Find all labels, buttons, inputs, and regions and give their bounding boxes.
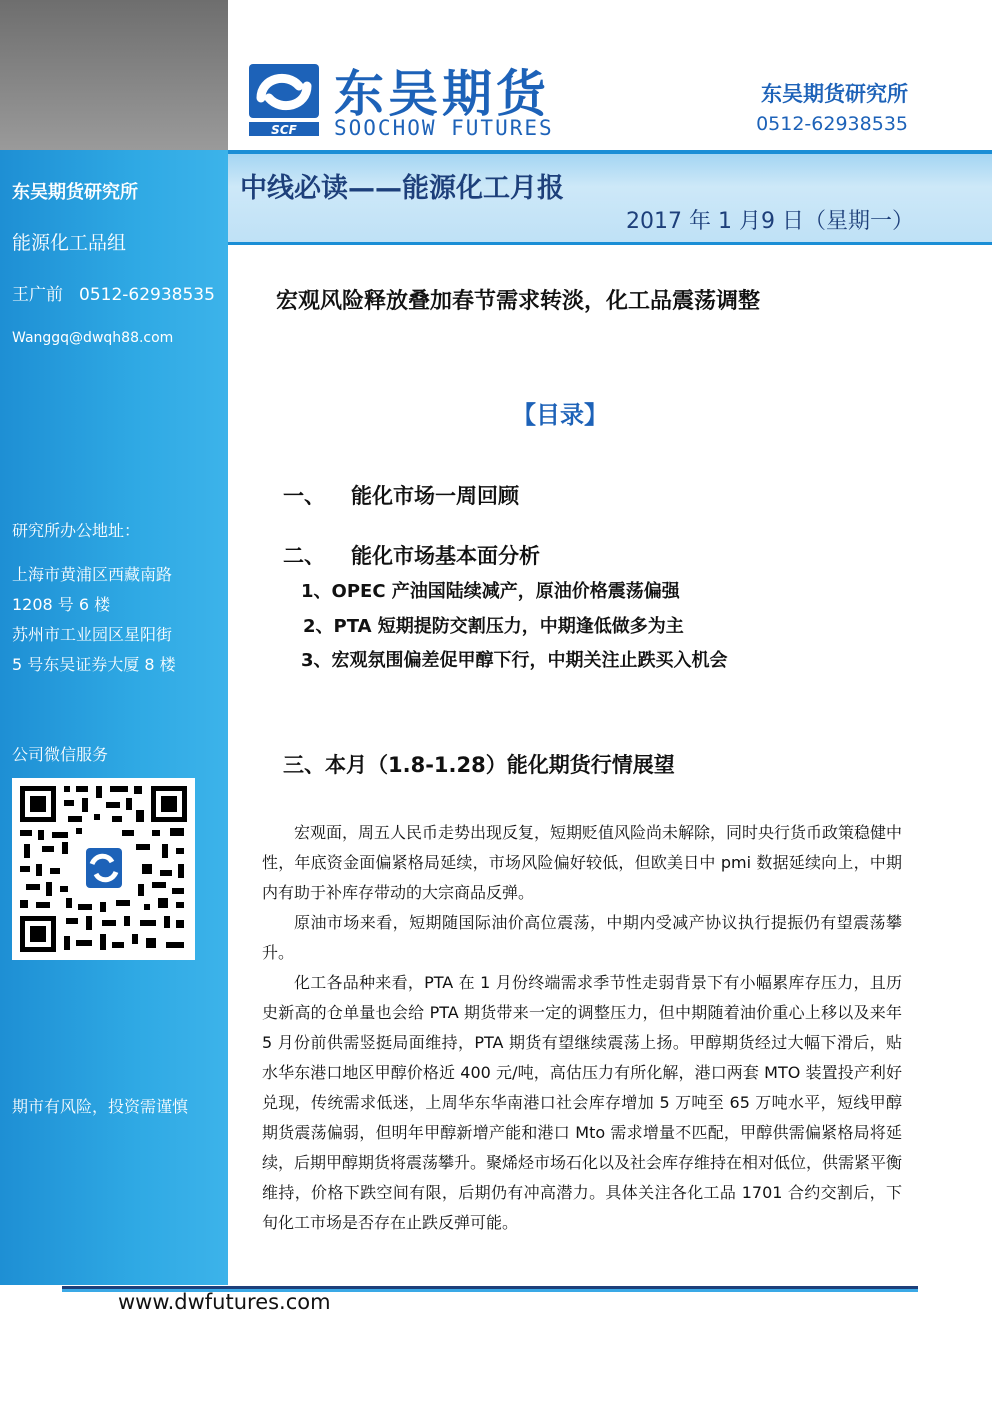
corner-block [0,0,228,150]
toc-section[interactable] [283,480,519,510]
address-line: 5 号东吴证券大厦 8 楼 [12,655,176,674]
report-title: 中线必读——能源化工月报 [240,173,564,204]
section-number: 二、 [283,544,325,568]
analyst-email[interactable]: Wanggq@dwqh88.com [12,330,174,346]
sidebar-analyst [12,280,215,305]
analyst-phone: 0512-62938535 [79,285,215,305]
sidebar-institute: 东吴期货研究所 [12,182,138,203]
section-title: 能化市场一周回顾 [351,484,519,508]
address-label: 研究所办公地址： [12,521,141,540]
toc-title: 【目录】 [512,401,608,429]
header-institute: 东吴期货研究所 [761,82,908,106]
address-line: 1208 号 6 楼 [12,595,111,614]
risk-notice: 期市有风险，投资需谨慎 [12,1097,189,1116]
toc-subsection[interactable]: 3、宏观氛围偏差促甲醇下行，中期关注止跌买入机会 [301,650,728,671]
footer-url[interactable]: www.dwfutures.com [118,1290,331,1314]
brand-name-cn: 东吴期货 [334,65,550,123]
section-title: 能化市场基本面分析 [351,544,540,568]
scf-logo [247,64,323,142]
paragraph: 原油市场来看，短期随国际油价高位震荡，中期内受减产协议执行提振仍有望震荡攀升。 [262,913,902,962]
analyst-name: 王广前 [12,285,63,305]
outlook-text [262,818,902,1238]
qr-code[interactable] [12,778,195,960]
paragraph: 化工各品种来看，PTA 在 1 月份终端需求季节性走弱背景下有小幅累库存压力，且历史新高的仓单量也会给 PTA 期货带来一定的调整压力，但中期随着油价重心上移以及来年 5 月份前供需竖挺局面维持，PTA 期货有望继续震荡上扬。甲醇期货经过大幅下滑后，贴水华东港口地区甲醇价格近 400 元/吨，高估压力有所化解，港口两套 MTO 装置投产利好兑现，传统需求低迷，上周华东华南港口社会库存增加 5 万吨至 65 万吨水平，短线甲醇期货震荡偏弱，但明年甲醇新增产能和港口 Mto 需求增量不匹配，甲醇供需偏紧格局将延续，后期甲醇期货将震荡攀升。聚烯烃市场石化以及社会库存维持在相对低位，供需紧平衡维持，价格下跌空间有限，后期仍有冲高潜力。具体关注各化工品 1701 合约交割后，下旬化工市场是否存在止跌反弹可能。 [262,973,903,1232]
report-date: 2017 年 1 月9 日（星期一） [626,209,914,234]
logo-text: SCF [271,123,297,137]
toc-subsection[interactable]: 2、PTA 短期提防交割压力，中期逢低做多为主 [303,616,684,637]
address-line: 苏州市工业园区星阳街 [12,625,173,644]
toc-section[interactable] [283,540,540,570]
toc-section[interactable]: 三、本月（1.8-1.28）能化期货行情展望 [283,753,675,777]
paragraph: 宏观面，周五人民币走势出现反复，短期贬值风险尚未解除，同时央行货币政策稳健中性，年底资金面偏紧格局延续，市场风险偏好较低，但欧美日中 pmi 数据延续向上，中期内有助于补库存带动的大宗商品反弹。 [262,823,903,902]
address-line: 上海市黄浦区西藏南路 [12,565,173,584]
headline: 宏观风险释放叠加春节需求转淡，化工品震荡调整 [276,289,761,314]
sidebar-group: 能源化工品组 [12,232,127,254]
brand-name-en: SOOCHOW FUTURES [334,116,554,140]
wechat-label: 公司微信服务 [12,745,109,764]
toc-subsection[interactable]: 1、OPEC 产油国陆续减产，原油价格震荡偏强 [301,581,680,602]
section-number: 一、 [283,484,325,508]
header-phone: 0512-62938535 [756,113,908,135]
